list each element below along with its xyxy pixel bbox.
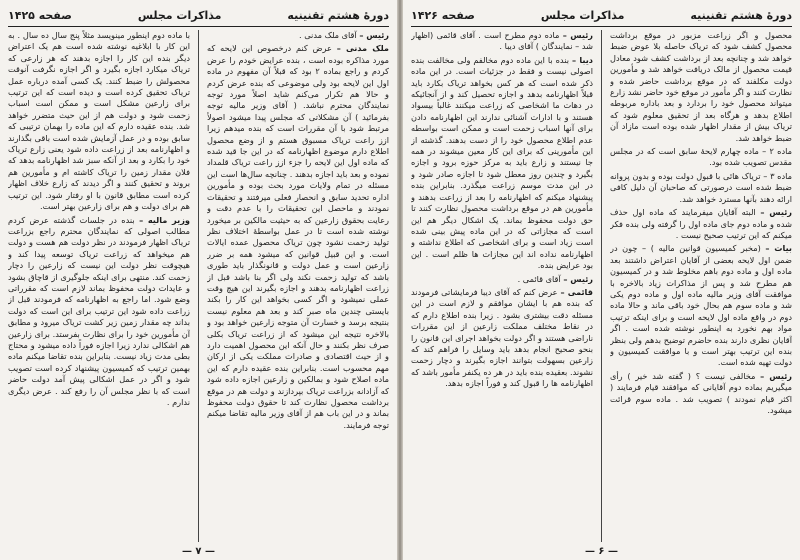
right-running-header	[411, 4, 792, 27]
paragraph-text: آقای ملک مدنی .	[299, 30, 357, 40]
speaker-name: رئیس –	[760, 207, 792, 218]
paragraph	[411, 30, 593, 53]
paragraph	[8, 30, 190, 213]
paragraph-text: ماده ۳ – تریاک هائی با قبول دولت بوده و بدون پروانه ضبط شده است درصورتی که صاحبان آن دلیل کافی ارائه دهند بآنها مسترد خواهد شد.	[610, 170, 792, 204]
speaker-name: رئیس –	[760, 370, 792, 381]
speaker-name: دیبا –	[571, 54, 593, 65]
speaker-name: بیات –	[765, 243, 792, 254]
left-column-right	[207, 30, 389, 542]
right-columns	[411, 30, 792, 542]
paragraph-text: ماده ۲ – ماده چهارم لایحهٔ سابق است که در مجلس مقدس تصویب شده بود.	[610, 146, 792, 168]
paragraph-text: مخالفی نیست ؟ ( گفته شد خیر ) رأی میگیریم بماده دوم آقایانی که موافقند قیام فرمایند ( اکثر قیام نمودند ) تصویب شد . ماده سوم قرائت میشود.	[610, 370, 792, 415]
left-columns	[8, 30, 389, 542]
paragraph	[207, 30, 389, 41]
paragraph-text: (مخبر کمیسیون قوانین مالیه ) – چون در ضمن اول لایحه بعضی از آقایان اعتراض داشتند بعد ماده اول و ماده دوم باهم مخلوط شد و در کمیسیون هم مطرح شد و پس از مذاکرات زیاد بالاخره با موافقت آقای وزیر مالیه ماده اول و ماده دوم یکی شد و ماده سوم هم بحال خود باقی ماند و حالا ماده دوم در واقع ماده اول لایحه است و برای اینکه ترتیب مواد بهم نخورد به اینطور نوشته شده است . اگر آقایان نظری دارند بنده حاضرم توضیح بدهم ولی بنظر بنده این ترتیب بهتر است و با موافقت کمیسیون و دولت تهیه شده است.	[610, 243, 792, 368]
paragraph-text: آقای قائمی .	[517, 273, 561, 284]
paragraph-text: ماده دوم مطرح است . آقای قائمی (اظهار شد – نمایندگان ) آقای دیبا .	[411, 30, 593, 52]
right-folio: — ۶ —	[584, 546, 619, 557]
speaker-name: رئیس –	[563, 273, 593, 284]
paragraph	[8, 215, 190, 409]
right-column-right	[610, 30, 792, 542]
paragraph	[411, 287, 593, 390]
column-rule	[601, 30, 602, 542]
right-page-label: صفحه ۱۴۲۶	[411, 8, 475, 22]
paragraph-text: با ماده دوم اینطور مینویسد مثلاً پنج سال ده سال . به این کار با ابلاغیه نوشته شده است هم یک اعتراض دیگر بنده این کار را اجازه بدهند که هر زارعی که تریاک میکارد اجازه بگیرد و اگر اجازه نگرفت آنوقت محصولش را ضبط کنند. یک کسی آمده درباره عمل تریاک تحقیق کرده است و دیده است که این ترتیب برای زارعین مشکل است و ممکن است اسباب زحمت شود و دولت هم از این حیث متضرر خواهد شد. بنده عقیده دارم که این ماده را بهمان ترتیبی که سابق بوده و در عمل آزمایش شده است باقی بگذارند و اظهارنامه بعد از زراعت داده شود یعنی زارع تریاک خود را بکارد و بعد از آنکه سبز شد اظهارنامه بدهد که فلان مقدار زمین را تریاک کاشته ام و مأمورین هم بروند و تحقیق کنند و اگر دیدند که زارع خلاف اظهار کرده است مطابق قانون با او رفتار شود. این ترتیب هم برای دولت و هم برای زارعین بهتر است.	[8, 30, 190, 212]
right-column-left	[411, 30, 593, 542]
right-session-label: دورهٔ هشتم تقنینیه	[690, 8, 792, 22]
paragraph	[610, 146, 792, 169]
right-page	[403, 0, 800, 560]
paragraph	[610, 171, 792, 205]
paragraph-text: عرض کنم درخصوص این لایحه که مورد مذاکره بوده است ، بنده عرایض خودم را عرض کردم و راجع بماده ۲ بود که قبلاً آن مفهوم در ماده اول این لایحه بود ولی موضوعی که بنده عرض کردم و حالا هم تکرار می‌کنم شاید اصلاً مورد توجه نمایندگان محترم نباشد. ( آقای وزیر مالیه توجه بفرمائید ) آن مشکلاتی که مجلس پیدا میشود اصولاً مرتبط شود با آن مقررات است که بنده میدهم زیرا ازز راعت تریاک مسبوق هستم و از وضع محصول اطلاع دارم موضوع اظهارنامه که در این جا قید شده که ماده اول این لایحه را جزء ازز راعت تریاک قلمداد نموده و بعد باید اجازه بدهند . چنانچه سال‌ها است این مسئله در تمام ولایات مورد بحث بوده و مأمورین اداره تحدید سابق و انحصار فعلی میرفتند و تحقیقات نمودند و ماحصل این تحقیقات را با عدم دقت و رعایت بحقوق زارعین که به حیثیت مالکین بر میخورد نوشته شده است تا در عمل بواسطهٔ اختلاف نظر تولید زحمت نشود چون تریاک محصول عمده ایالات است. و این قبیل قوانین که میشود همه بر ضرر زارعین است و عمل دولت و قانونگذار باید طوری باشد که تولید زحمت نکند ولی اگر بنا باشد قبل از زراعت اظهارنامه بدهند و اجازه بگیرند این هیچ وقت عملی نمیشود و اگر کسی بخواهد این کار را بکند بایستی چندین ماه صبر کند و بعد هم معلوم نیست بنتیجه برسد و خسارت آن متوجه زارعین خواهد بود و بالاخره نتیجه این میشود که از زراعت تریاک بکلی صرف نظر بکنند و حال آنکه این محصول اهمیت دارد و از حیث اقتصادی و صادرات مملکت یکی از ارکان مهم محسوب است. بنابراین بنده عقیده دارم که این ماده اصلاح شود و بمالکین و زارعین اجازه داده شود که آزادانه بزراعت تریاک بپردازند و دولت هم در موقع برداشت محصول نظارت کند تا حقوق دولت محفوظ بماند و در این باب هم از آقای وزیر مالیه تقاضا میکنم توجه فرمایند.	[207, 43, 389, 430]
left-running-header	[8, 4, 389, 27]
speaker-name: رئیس –	[562, 30, 593, 40]
paragraph-text: البته آقایان میفرمایند که ماده اول حذف شده و ماده دوم جای ماده اول را گرفته ولی بنده فکر میکنم که این ترتیب صحیح نیست .	[610, 207, 792, 240]
left-page	[0, 0, 397, 560]
column-rule	[198, 30, 199, 542]
paragraph	[610, 243, 792, 368]
paragraph	[610, 207, 792, 241]
left-folio: — ۷ —	[181, 546, 216, 557]
left-column-left	[8, 30, 190, 542]
speaker-name: رئیس –	[359, 30, 389, 40]
paragraph	[610, 30, 792, 144]
paragraph	[411, 55, 593, 272]
speaker-name: وزیر مالیه –	[139, 214, 190, 225]
paragraph	[610, 371, 792, 417]
paragraph-text: بنده در جلسات گذشته عرض کردم مطالب اصولی که نمایندگان محترم راجع بزراعت تریاک اظهار فرمودند در نظر دولت هم هست و دولت هم میخواهد که زراعت تریاک توسعه پیدا کند و هیچوقت نظر دولت این نیست که زارعین را دچار زحمت کند. منتهی برای اینکه جلوگیری از قاچاق بشود و عایدات دولت محفوظ بماند لازم است که مقرراتی وضع شود. اما راجع به اظهارنامه که فرمودند قبل از زراعت داده شود این ترتیب برای این است که دولت بداند چه مقدار زمین زیر کشت تریاک میرود و مطابق آن مأمورین خود را برای نظارت بفرستد. برای زارعین هم اشکالی ندارد زیرا اجازه فوراً داده میشود و محتاج بطی مدت زیاد نیست. بنابراین بنده تقاضا میکنم ماده بهمین ترتیب که کمیسیون پیشنهاد کرده است تصویب شود و اگر در عمل اشکالی پیش آمد دولت حاضر است که با نظر مجلس آن را رفع کند . عرض دیگری ندارم .	[8, 214, 190, 407]
paragraph-text: بنده با این ماده دوم مخالفم ولی مخالفت بنده اصولی نیست و فقط در جزئیات است. در این ماده ذکر شده است که هر کس بخواهد تریاک بکارد باید قبلاً اظهارنامه بدهد و اجازه تحصیل کند و از آنجائیکه در دهات ما اشخاصی که زراعت میکنند غالباً بیسواد هستند و با ادارات آشنائی ندارند این اظهارنامه دادن برای آنها اسباب زحمت است و ممکن است بواسطه عدم اطلاع محصول خود را از دست بدهند. گذشته از این مأمورینی که برای این کار معین میشوند در همه جا نیستند و زارع باید به مرکز حوزه برود و اجازه بگیرد و چندین روز معطل شود تا اجازه صادر شود و در این مدت موسم زراعت میگذرد. بنابراین بنده پیشنهاد میکنم که اظهارنامه را بعد از زراعت بدهند و مأمورین هم در موقع برداشت محصول نظارت کنند تا حق دولت محفوظ بماند. یک اشکال دیگر هم این است که مجازاتی که در این ماده پیش بینی شده است زیاد است و برای اشخاصی که اطلاع نداشته و اظهارنامه نداده اند این مجازات ها ظلم است . این بود عرایض بنده.	[411, 54, 593, 271]
paragraph	[207, 43, 389, 431]
paragraph-text: عرض کنم که آقای دیبا فرمایشاتی فرمودند که بنده هم با ایشان موافقم و لازم است در این مسئله دقت بیشتری بشود . زیرا بنده اطلاع دارم که در نقاط مختلف مملکت زارعین از این مقررات ناراضی هستند و اگر دولت بخواهد اجرای این قانون را بنحو صحیح انجام بدهد باید وسایل را فراهم کند که زارعین بسهولت بتوانند اجازه بگیرند و دچار زحمت نشوند. بعقیده بنده باید در هر ده یکنفر مأمور باشد که اظهارنامه ها را قبول کند و فوراً اجازه بدهد.	[411, 286, 593, 389]
speaker-name: ملک مدنی –	[336, 43, 389, 54]
paragraph	[411, 274, 593, 285]
left-header-title: مذاکرات مجلس	[137, 8, 222, 22]
left-page-label: صفحه ۱۴۲۵	[8, 8, 72, 22]
speaker-name: قائمی –	[560, 286, 593, 297]
left-session-label: دورهٔ هشتم تقنینیه	[287, 8, 389, 22]
right-header-title: مذاکرات مجلس	[540, 8, 625, 22]
paragraph-text: محصول و اگر زراعت مزبور در موقع برداشت محصول کشف شود که تریاک حاصله بلا عوض ضبط خواهد شد و چنانچه بعد از برداشت کشف شود معادل قیمت محصول از مالک دریافت خواهد شد و مأمورین دولت مکلفند که در موقع برداشت حاضر شده و نظارت کنند و اگر مأمور در موقع خود حاضر نشد زارع میتواند محصول خود را بردارد و بعد باداره مربوطه اطلاع بدهد و هرگاه بعد از تحقیق معلوم شود که تریاک بیش از مقدار اظهار شده بوده است مازاد آن ضبط خواهد شد.	[610, 30, 792, 143]
